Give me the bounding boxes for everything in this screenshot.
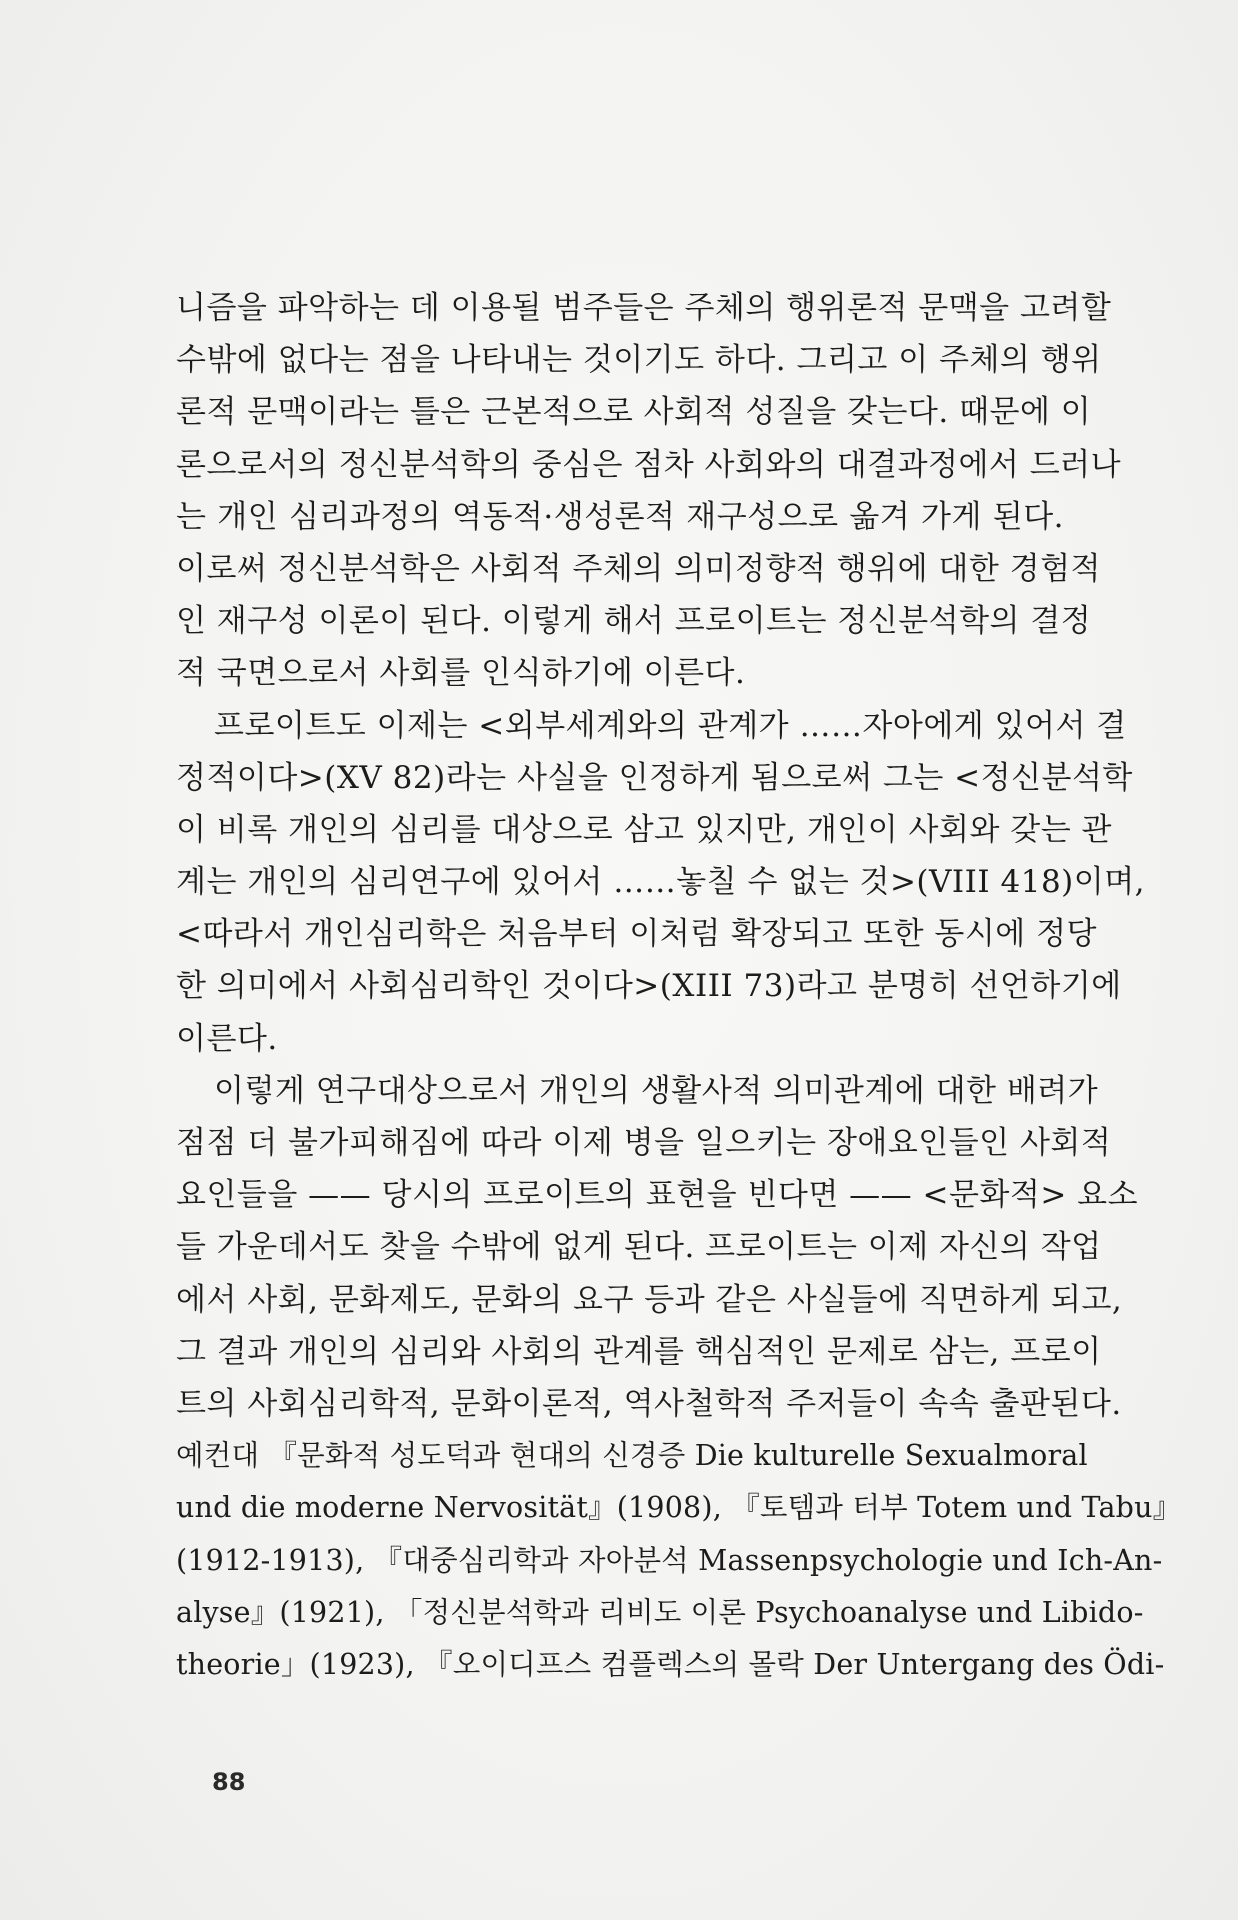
text-line: 프로이트도 이제는 <외부세계와의 관계가 ……자아에게 있어서 결 (214, 707, 1127, 744)
text-line: <따라서 개인심리학은 처음부터 이처럼 확장되고 또한 동시에 정당 (176, 916, 1097, 953)
text-line: 에서 사회, 문화제도, 문화의 요구 등과 같은 사실들에 직면하게 되고, (176, 1281, 1123, 1318)
text-line: 는 개인 심리과정의 역동적·생성론적 재구성으로 옮겨 가게 된다. (176, 498, 1064, 535)
page-number: 88 (212, 1768, 246, 1796)
text-line: 점점 더 불가피해짐에 따라 이제 병을 일으키는 장애요인들인 사회적 (176, 1125, 1112, 1161)
text-line: 론으로서의 정신분석학의 중심은 점차 사회와의 대결과정에서 드러나 (176, 446, 1122, 483)
text-line: 인 재구성 이론이 된다. 이렇게 해서 프로이트는 정신분석학의 결정 (176, 603, 1092, 640)
text-line: theorie」(1923), 『오이디프스 컴플렉스의 몰락 Der Untergang des Ödi- (176, 1647, 1165, 1681)
text-line: 이로써 정신분석학은 사회적 주체의 의미정향적 행위에 대한 경험적 (176, 550, 1101, 587)
text-line: 이렇게 연구대상으로서 개인의 생활사적 의미관계에 대한 배려가 (214, 1072, 1099, 1109)
text-line: 이른다. (176, 1020, 278, 1057)
text-line: 적 국면으로서 사회를 인식하기에 이른다. (176, 655, 746, 692)
text-line: 트의 사회심리학적, 문화이론적, 역사철학적 주저들이 속속 출판된다. (176, 1385, 1122, 1422)
text-line: und die moderne Nervosität』(1908), 『토템과 터부 Totem und Tabu』 (176, 1491, 1182, 1525)
text-line: alyse』(1921), 「정신분석학과 리비도 이론 Psychoanalyse und Libido- (176, 1595, 1144, 1629)
body-text (176, 282, 1182, 1691)
text-line: 한 의미에서 사회심리학인 것이다>(XIII 73)라고 분명히 선언하기에 (176, 968, 1122, 1005)
text-line: 그 결과 개인의 심리와 사회의 관계를 핵심적인 문제로 삼는, 프로이 (176, 1333, 1102, 1370)
text-line: 요인들을 —— 당시의 프로이트의 표현을 빈다면 —— <문화적> 요소 (176, 1177, 1139, 1214)
text-line: (1912-1913), 『대중심리학과 자아분석 Massenpsychologie und Ich-An- (176, 1543, 1163, 1577)
text-line: 예컨대 『문화적 성도덕과 현대의 신경증 Die kulturelle Sexualmoral (176, 1439, 1088, 1473)
text-line: 니즘을 파악하는 데 이용될 범주들은 주체의 행위론적 문맥을 고려할 (176, 290, 1112, 326)
text-line: 정적이다>(XV 82)라는 사실을 인정하게 됨으로써 그는 <정신분석학 (176, 759, 1133, 796)
text-line: 들 가운데서도 찾을 수밖에 없게 된다. 프로이트는 이제 자신의 작업 (176, 1229, 1102, 1266)
text-line: 수밖에 없다는 점을 나타내는 것이기도 하다. 그리고 이 주체의 행위 (176, 342, 1102, 379)
text-line: 계는 개인의 심리연구에 있어서 ……놓칠 수 없는 것>(VIII 418)이며, (176, 864, 1146, 901)
text-line: 이 비록 개인의 심리를 대상으로 삼고 있지만, 개인이 사회와 갖는 관 (176, 811, 1112, 848)
text-line: 론적 문맥이라는 틀은 근본적으로 사회적 성질을 갖는다. 때문에 이 (176, 394, 1092, 431)
